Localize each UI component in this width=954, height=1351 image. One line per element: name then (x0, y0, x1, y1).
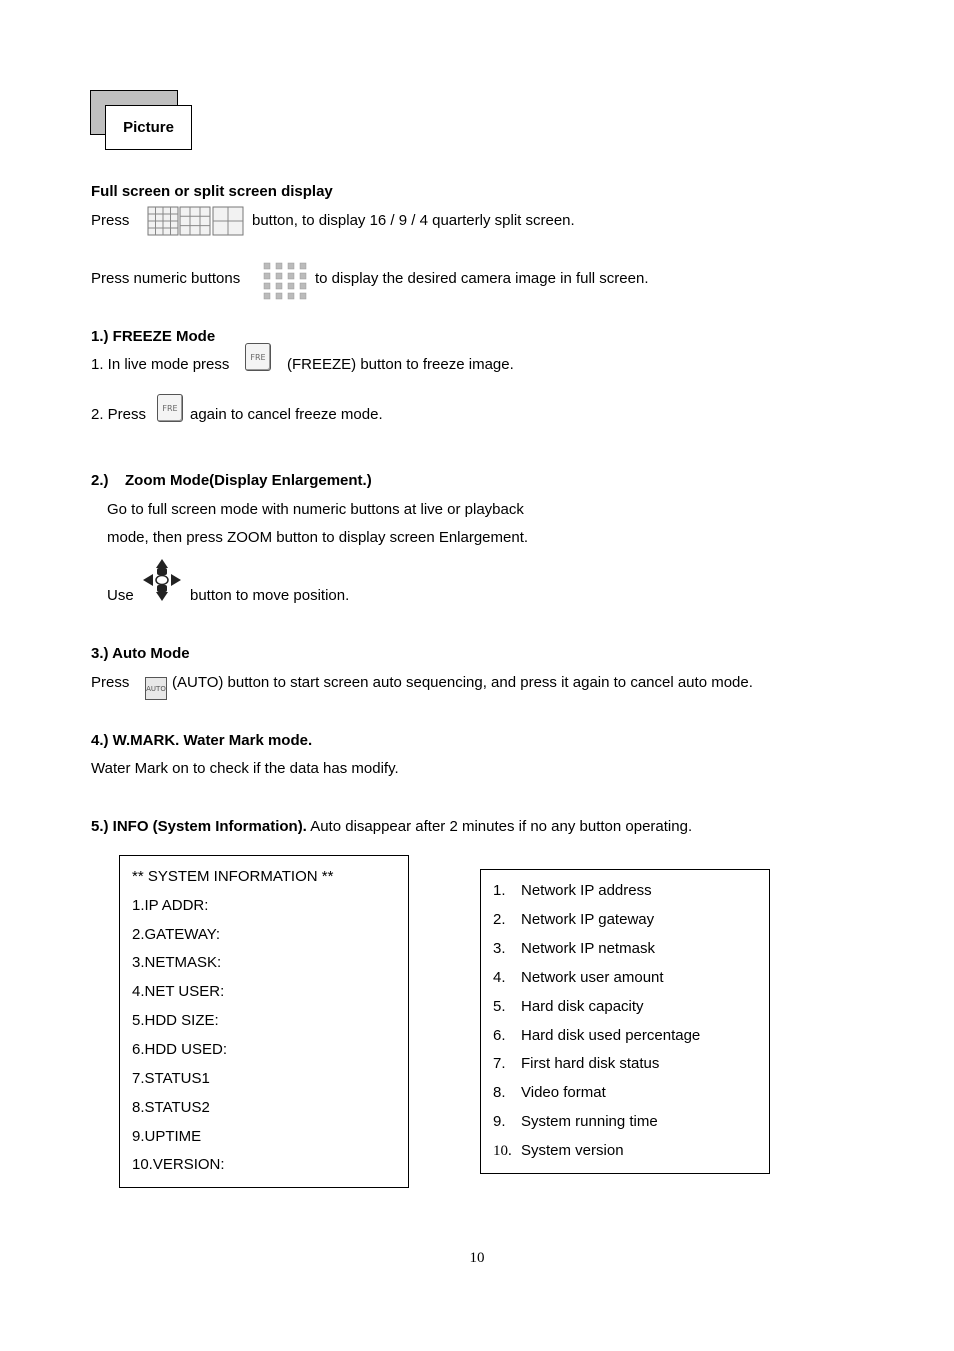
wmark-description: Water Mark on to check if the data has modify. (91, 760, 399, 777)
legend-item: Video format (521, 1084, 606, 1101)
system-box-line: 3.NETMASK: (132, 954, 222, 971)
zoom-line2: mode, then press ZOOM button to display screen Enlargement. (107, 529, 529, 546)
system-box-line: 2.GATEWAY: (132, 926, 221, 943)
legend-item: Network IP gateway (521, 911, 655, 928)
direction-pad-icon (142, 558, 182, 602)
freeze-button-icon-2: FRE (157, 394, 183, 422)
auto-button-icon: AUTO (145, 677, 167, 700)
system-box-line: 8.STATUS2 (132, 1099, 210, 1116)
legend-number: 3. (493, 940, 506, 957)
split-screen-buttons-icon (147, 206, 245, 236)
wmark-heading: 4.) W.MARK. Water Mark mode. (91, 732, 313, 749)
system-information-box (119, 855, 409, 1188)
split-description: button, to display 16 / 9 / 4 quarterly split screen. (252, 212, 575, 229)
system-box-line: 9.UPTIME (132, 1128, 202, 1145)
freeze-heading: 1.) FREEZE Mode (91, 328, 216, 345)
system-box-line: 5.HDD SIZE: (132, 1012, 219, 1029)
freeze-line2-text: 2. Press (91, 406, 147, 423)
freeze-line2-description: again to cancel freeze mode. (190, 406, 383, 423)
system-box-line: 4.NET USER: (132, 983, 225, 1000)
split-press-text: Press (91, 212, 130, 229)
system-box-title: ** SYSTEM INFORMATION ** (132, 868, 334, 885)
zoom-use-text: Use (107, 587, 134, 604)
system-box-line: 7.STATUS1 (132, 1070, 210, 1087)
legend-item: Hard disk capacity (521, 998, 644, 1015)
info-description: Auto disappear after 2 minutes if no any button operating. (310, 818, 693, 835)
legend-number: 7. (493, 1055, 506, 1072)
legend-item: System running time (521, 1113, 658, 1130)
legend-item: System version (521, 1142, 624, 1159)
legend-number: 5. (493, 998, 506, 1015)
legend-item: Network IP address (521, 882, 652, 899)
zoom-use-description: button to move position. (190, 587, 350, 604)
info-line (91, 817, 692, 837)
info-heading: 5.) INFO (System Information). (91, 818, 307, 835)
section-tab: Picture (105, 105, 192, 150)
zoom-heading: Zoom Mode(Display Enlargement.) (125, 472, 372, 489)
auto-description: (AUTO) button to start screen auto sequencing, and press it again to cancel auto mode. (172, 674, 753, 691)
legend-number: 1. (493, 882, 506, 899)
zoom-number: 2.) (91, 472, 109, 489)
page-number: 10 (469, 1250, 485, 1266)
system-box-line: 6.HDD USED: (132, 1041, 228, 1058)
auto-press-text: Press (91, 674, 130, 691)
legend-item: Network user amount (521, 969, 664, 986)
legend-number: 6. (493, 1027, 506, 1044)
numeric-press-text: Press numeric buttons (91, 270, 241, 287)
split-heading: Full screen or split screen display (91, 183, 333, 200)
system-information-legend (480, 869, 770, 1174)
system-box-line: 1.IP ADDR: (132, 897, 209, 914)
freeze-button-icon: FRE (245, 343, 271, 371)
auto-heading: 3.) Auto Mode (91, 645, 190, 662)
legend-number: 4. (493, 969, 506, 986)
legend-number: 10. (493, 1143, 512, 1159)
freeze-line1-text: 1. In live mode press (91, 356, 230, 373)
legend-number: 9. (493, 1113, 506, 1130)
numeric-buttons-icon (262, 261, 310, 301)
legend-item: Hard disk used percentage (521, 1027, 701, 1044)
legend-item: Network IP netmask (521, 940, 655, 957)
legend-item: First hard disk status (521, 1055, 660, 1072)
freeze-line1-description: (FREEZE) button to freeze image. (287, 356, 514, 373)
legend-number: 8. (493, 1084, 506, 1101)
system-box-line: 10.VERSION: (132, 1156, 225, 1173)
legend-number: 2. (493, 911, 506, 928)
zoom-line1: Go to full screen mode with numeric buttons at live or playback (107, 501, 524, 518)
numeric-description: to display the desired camera image in full screen. (315, 270, 649, 287)
